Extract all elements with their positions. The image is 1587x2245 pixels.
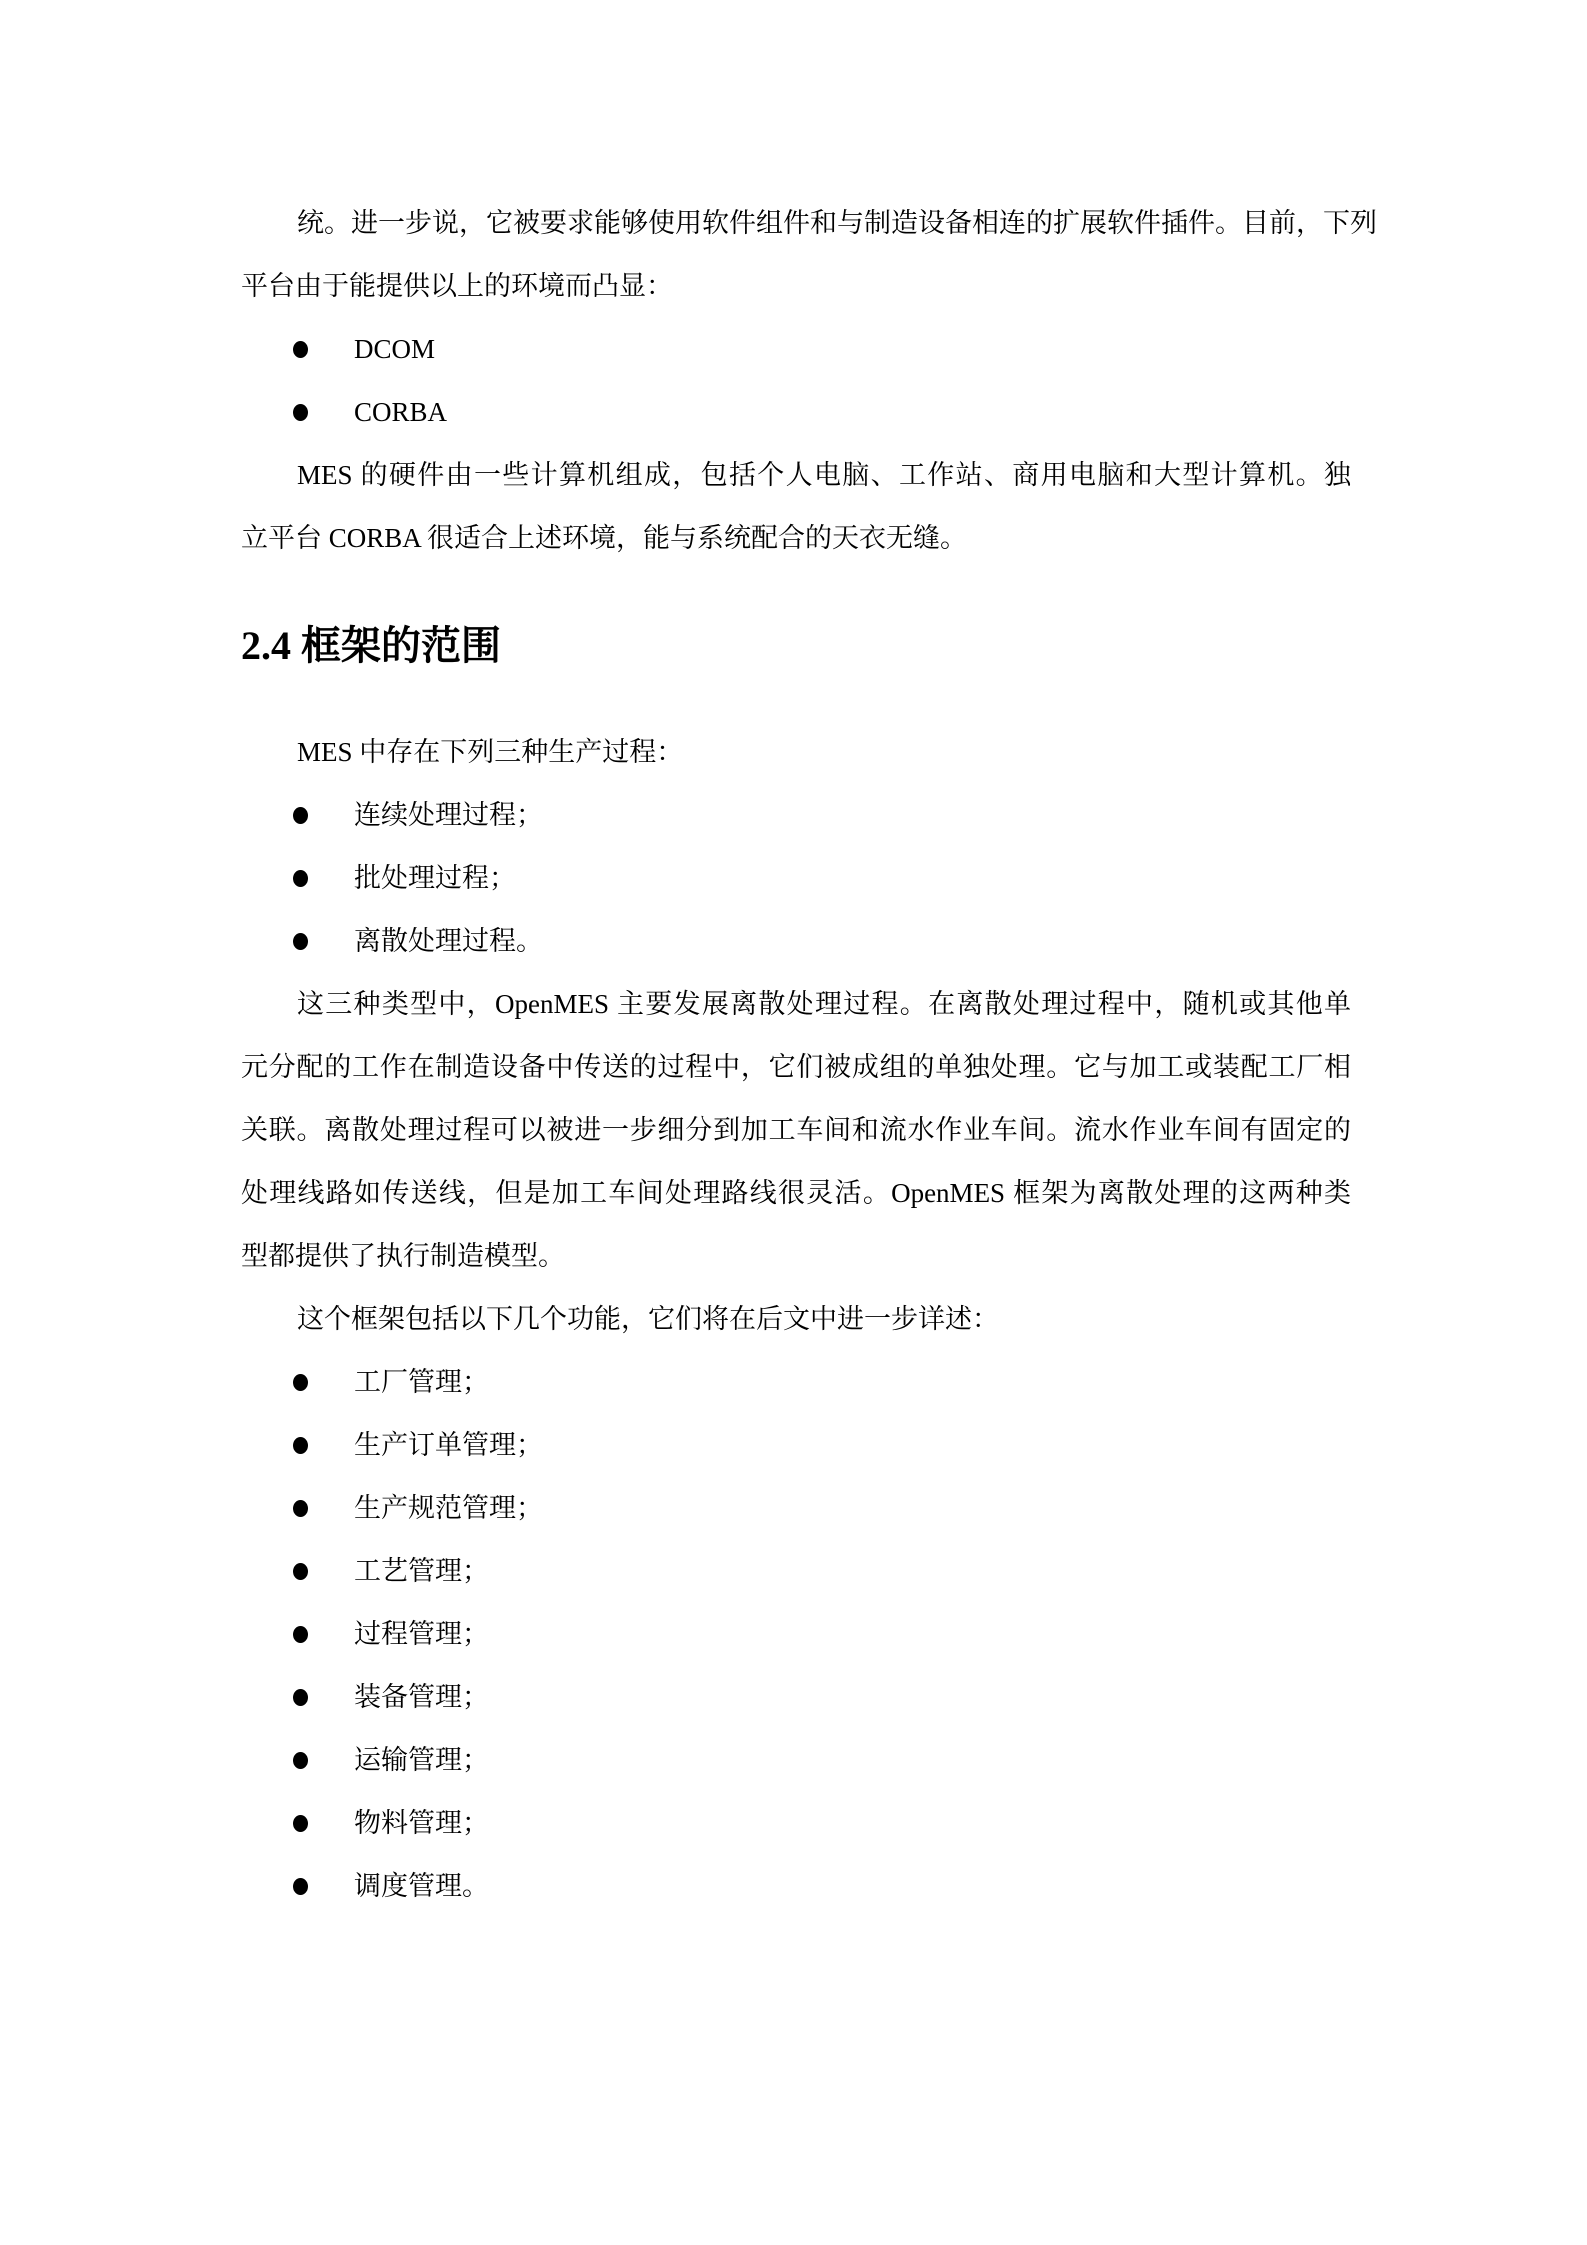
list-item-text: 运输管理；	[354, 1745, 489, 1775]
list-item	[241, 1351, 1351, 1414]
list-item	[241, 318, 1351, 381]
list-item-text: 离散处理过程。	[354, 926, 543, 956]
list-item-text: 调度管理。	[354, 1871, 489, 1901]
paragraph	[241, 721, 1351, 784]
paragraph	[241, 444, 1351, 570]
list-item	[241, 1666, 1351, 1729]
list-item	[241, 1477, 1351, 1540]
bullet-icon	[293, 341, 308, 358]
bullet-icon	[293, 1752, 308, 1769]
bullet-icon	[293, 1374, 308, 1391]
paragraph	[241, 1288, 1351, 1351]
list-item	[241, 784, 1351, 847]
paragraph-line: 统。进一步说，它被要求能够使用软件组件和与制造设备相连的扩展软件插件。目前，下列	[297, 208, 1377, 238]
list-item	[241, 1792, 1351, 1855]
list-item-text: 过程管理；	[354, 1619, 489, 1649]
bullet-icon	[293, 1878, 308, 1895]
bullet-list	[241, 1351, 1351, 1918]
document-page	[241, 192, 1377, 1918]
list-item-text: 生产订单管理；	[354, 1430, 543, 1460]
bullet-icon	[293, 807, 308, 824]
bullet-icon	[293, 1626, 308, 1643]
list-item	[241, 1540, 1351, 1603]
paragraph-line: 元分配的工作在制造设备中传送的过程中，它们被成组的单独处理。它与加工或装配工厂相	[241, 1052, 1351, 1082]
list-item-text: 批处理过程；	[354, 863, 516, 893]
bullet-list	[241, 784, 1351, 973]
bullet-icon	[293, 1500, 308, 1517]
bullet-icon	[293, 933, 308, 950]
list-item-text: CORBA	[354, 397, 448, 427]
list-item	[241, 1603, 1351, 1666]
list-item	[241, 1729, 1351, 1792]
section-heading: 2.4 框架的范围	[241, 623, 501, 668]
list-item-text: DCOM	[354, 334, 436, 364]
bullet-icon	[293, 1689, 308, 1706]
paragraph-line: MES 中存在下列三种生产过程：	[297, 737, 684, 767]
list-item-text: 工厂管理；	[354, 1367, 489, 1397]
paragraph-line: 这三种类型中，OpenMES 主要发展离散处理过程。在离散处理过程中，随机或其他单	[297, 989, 1351, 1019]
paragraph-line: 处理线路如传送线，但是加工车间处理路线很灵活。OpenMES 框架为离散处理的这两种类	[241, 1178, 1351, 1208]
paragraph	[241, 192, 1377, 318]
bullet-icon	[293, 1437, 308, 1454]
list-item	[241, 381, 1351, 444]
bullet-list	[241, 318, 1351, 444]
list-item-text: 生产规范管理；	[354, 1493, 543, 1523]
list-item-text: 物料管理；	[354, 1808, 489, 1838]
bullet-icon	[293, 404, 308, 421]
list-item	[241, 910, 1351, 973]
paragraph-line: 这个框架包括以下几个功能，它们将在后文中进一步详述：	[297, 1304, 999, 1334]
paragraph-line: 平台由于能提供以上的环境而凸显：	[241, 271, 673, 301]
paragraph	[241, 973, 1351, 1288]
list-item-text: 连续处理过程；	[354, 800, 543, 830]
list-item	[241, 1414, 1351, 1477]
bullet-icon	[293, 870, 308, 887]
list-item-text: 工艺管理；	[354, 1556, 489, 1586]
list-item	[241, 847, 1351, 910]
paragraph-line: 关联。离散处理过程可以被进一步细分到加工车间和流水作业车间。流水作业车间有固定的	[241, 1115, 1351, 1145]
bullet-icon	[293, 1563, 308, 1580]
list-item	[241, 1855, 1351, 1918]
paragraph-line: 型都提供了执行制造模型。	[241, 1241, 565, 1271]
paragraph-line: MES 的硬件由一些计算机组成，包括个人电脑、工作站、商用电脑和大型计算机。独	[297, 460, 1351, 490]
list-item-text: 装备管理；	[354, 1682, 489, 1712]
paragraph-line: 立平台 CORBA 很适合上述环境，能与系统配合的天衣无缝。	[241, 523, 968, 553]
bullet-icon	[293, 1815, 308, 1832]
